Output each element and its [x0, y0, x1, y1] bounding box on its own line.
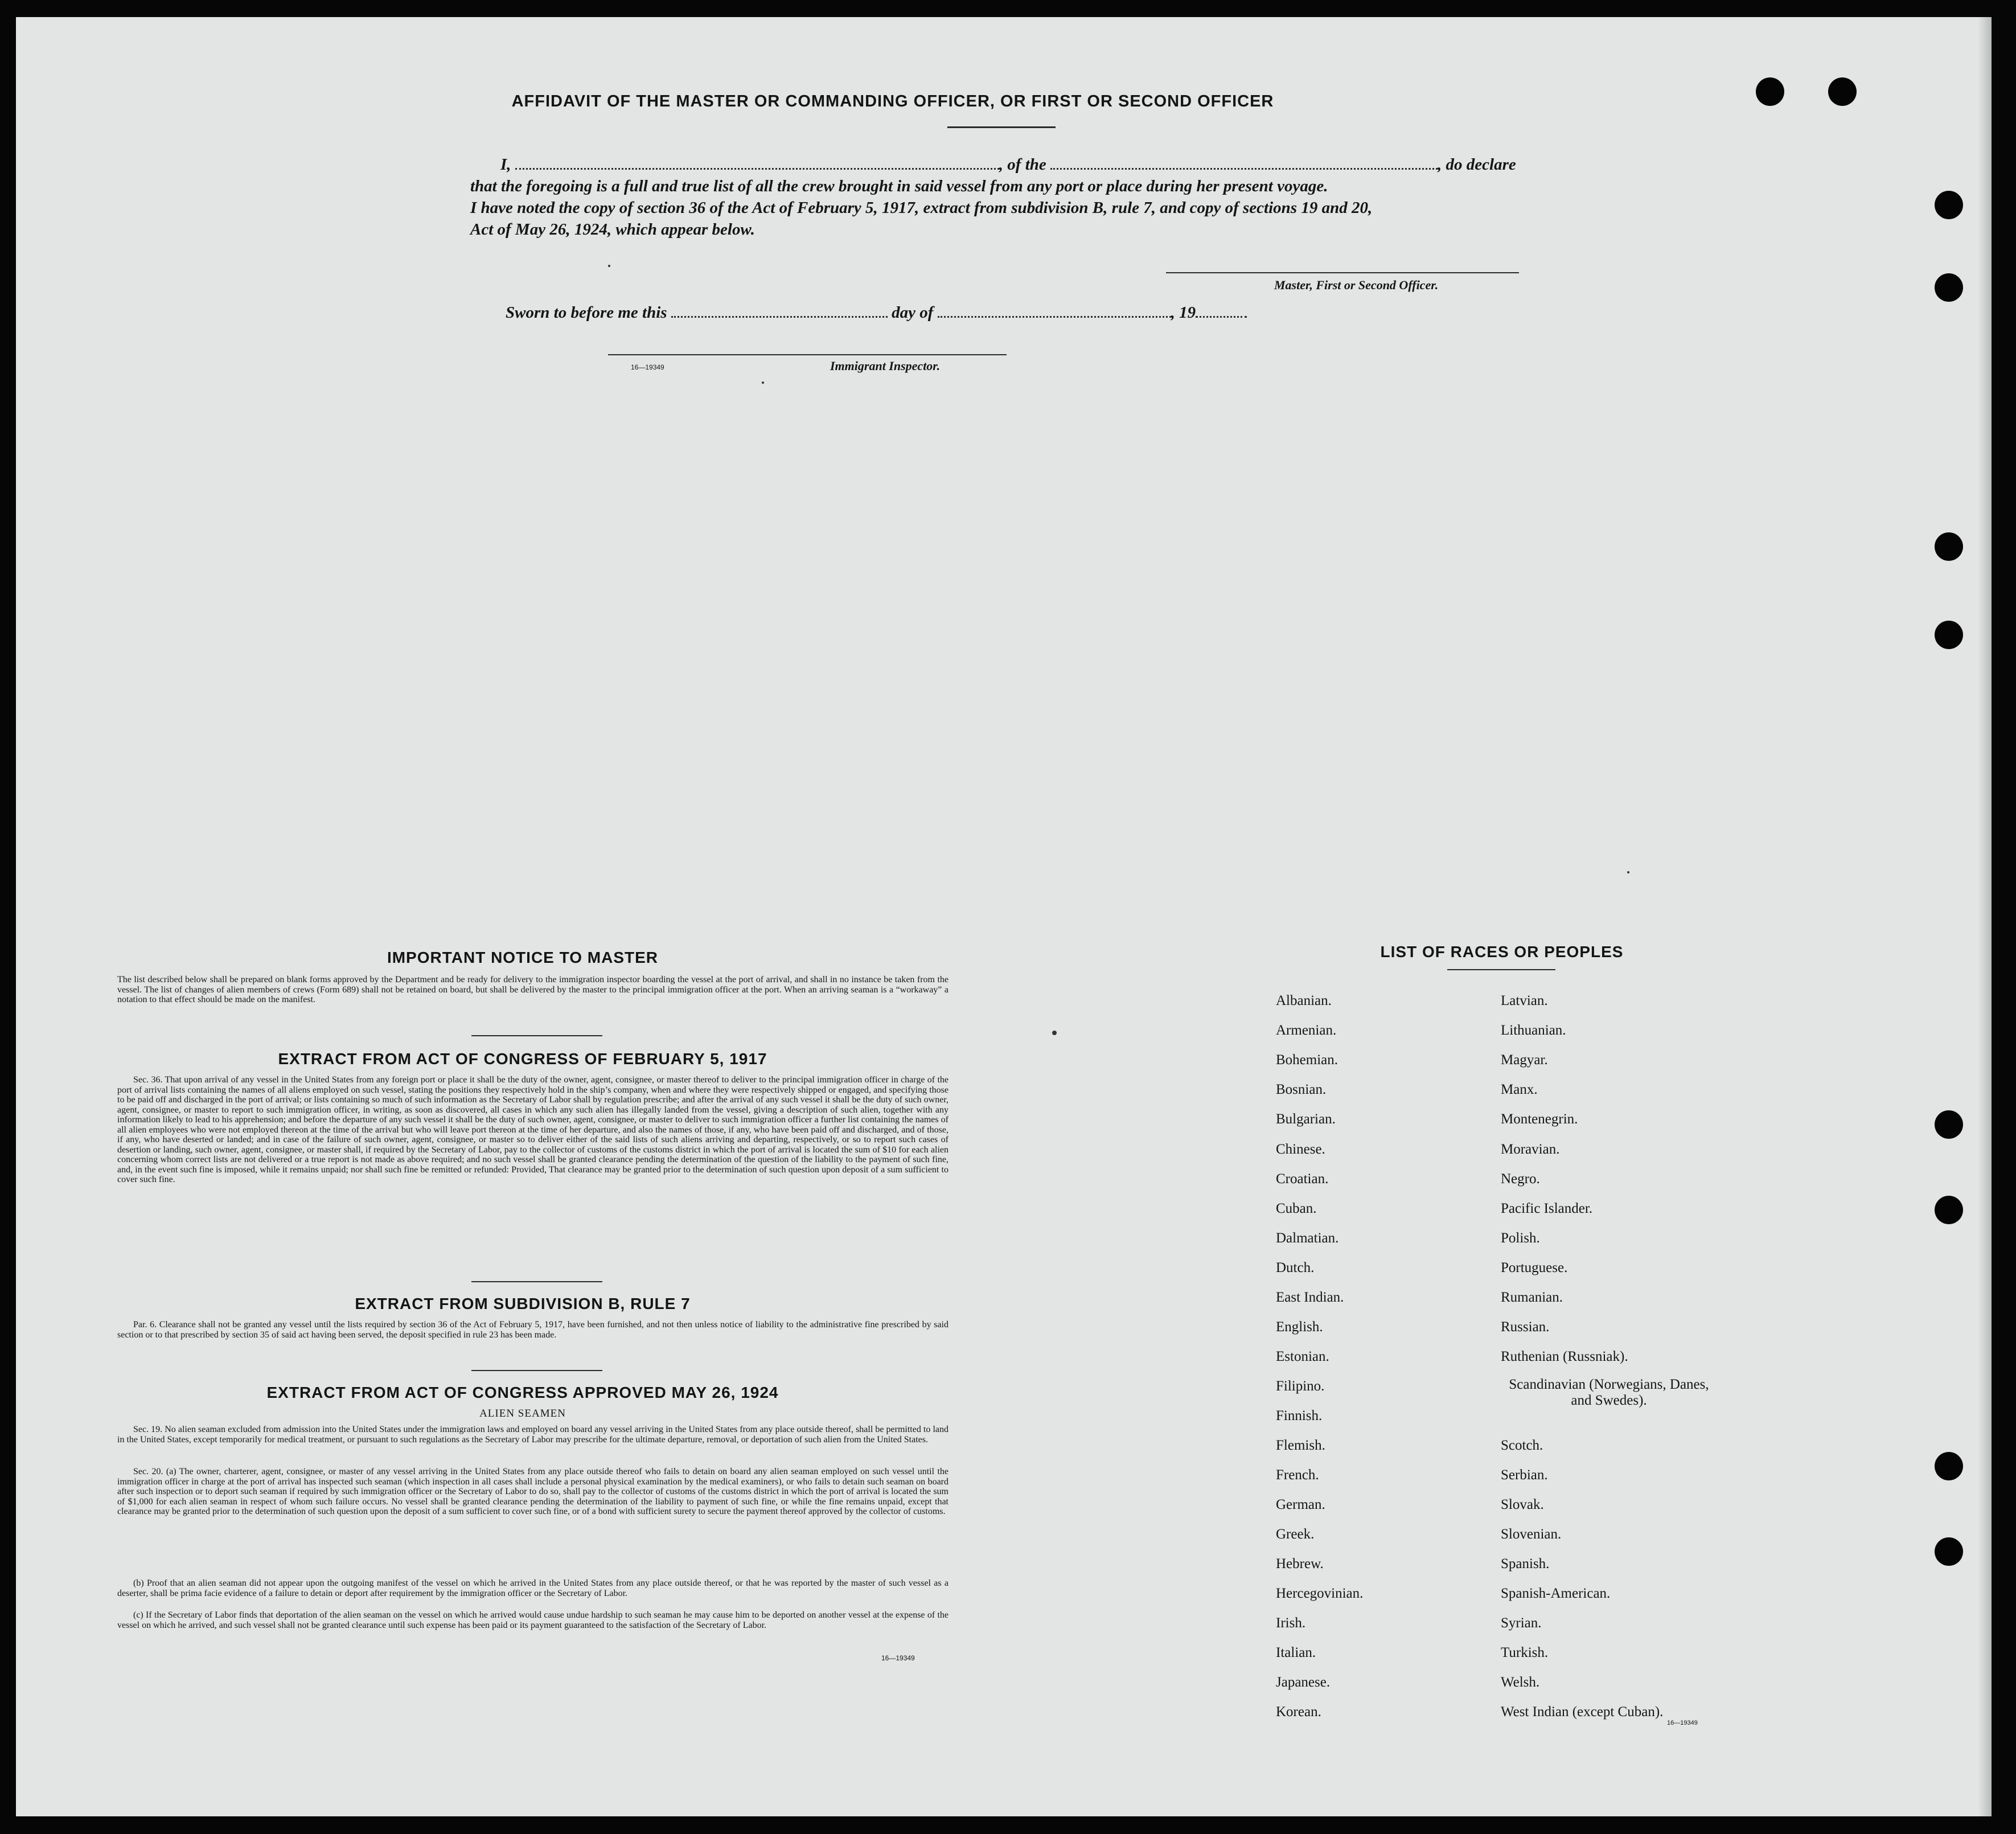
sworn-year-label: , 19: [1171, 303, 1196, 322]
punch-hole: [1935, 1110, 1963, 1139]
affidavit-line-3: I have noted the copy of section 36 of the Act of February 5, 1917, extract from subdivision B, rule 7, and copy of sections 19 and 20,: [470, 199, 1373, 217]
race-item: Estonian.: [1276, 1349, 1329, 1364]
punch-hole: [1935, 1537, 1963, 1566]
affidavit-line-4: Act of May 26, 1924, which appear below.: [470, 220, 755, 239]
race-item: Russian.: [1501, 1319, 1550, 1335]
sec-20c-body: (c) If the Secretary of Labor finds that deportation of the alien seaman on the vessel on which he arrived would cause undue hardship to such seaman he may cause him to be deported on another vessel at the expense of the vessel on which he arrived, and such vessel shall not be granted clearance until such expense has been paid or its payment guaranteed to the satisfaction of the Secretary of Labor.: [117, 1610, 949, 1630]
form-number: 16—19349: [631, 363, 664, 371]
race-item: Bohemian.: [1276, 1052, 1338, 1068]
punch-hole: [1935, 621, 1963, 649]
race-item: French.: [1276, 1467, 1319, 1483]
race-item: Chinese.: [1276, 1142, 1325, 1157]
race-item: Lithuanian.: [1501, 1023, 1566, 1038]
race-item: Korean.: [1276, 1704, 1321, 1720]
race-item: Magyar.: [1501, 1052, 1548, 1068]
race-item: Hercegovinian.: [1276, 1586, 1364, 1601]
punch-hole: [1756, 77, 1784, 106]
race-item: Scandinavian (Norwegians, Danes, and Swedes).: [1509, 1377, 1709, 1408]
affidavit-declare: , do declare: [1438, 155, 1516, 174]
subdivision-b-title: EXTRACT FROM SUBDIVISION B, RULE 7: [355, 1295, 691, 1312]
races-title: LIST OF RACES OR PEOPLES: [1380, 943, 1624, 961]
punch-hole: [1935, 1196, 1963, 1224]
speck: [762, 381, 764, 384]
affidavit-line-2: that the foregoing is a full and true list of all the crew brought in said vessel from any port or place during her present voyage.: [470, 177, 1328, 195]
inspector-signature-line[interactable]: [608, 354, 1007, 355]
race-item: Welsh.: [1501, 1675, 1540, 1690]
form-number: 16—19349: [881, 1654, 915, 1662]
race-item: Negro.: [1501, 1171, 1540, 1187]
race-item: Dalmatian.: [1276, 1230, 1339, 1246]
race-item: Greek.: [1276, 1527, 1315, 1542]
sworn-day-blank[interactable]: [671, 303, 888, 318]
sec-19-body: Sec. 19. No alien seaman excluded from admission into the United States under the immigration laws and employed on board any vessel arriving in the United States from any place outside thereof, shall be permitted to land in the United States, except temporarily for medical treatment, or pursuant to such regulations as the Secretary of Labor may prescribe for the ultimate departure, removal, or deportation of such alien from the United States.: [117, 1425, 949, 1445]
master-name-blank[interactable]: [515, 155, 999, 170]
punch-hole: [1828, 77, 1857, 106]
race-item: Slovenian.: [1501, 1527, 1562, 1542]
race-item: Scotch.: [1501, 1438, 1543, 1453]
sworn-line: [506, 302, 1247, 323]
affidavit-title: AFFIDAVIT OF THE MASTER OR COMMANDING OFFICER, OR FIRST OR SECOND OFFICER: [511, 92, 1274, 110]
title-divider: [947, 126, 1056, 128]
speck: [1052, 1031, 1057, 1035]
race-item: Slovak.: [1501, 1497, 1544, 1512]
race-item: Syrian.: [1501, 1615, 1542, 1631]
sworn-day-label: day of: [892, 303, 934, 322]
race-item: Polish.: [1501, 1230, 1540, 1246]
punch-hole: [1935, 273, 1963, 302]
sworn-year-blank[interactable]: [1196, 303, 1247, 318]
section-divider: [471, 1370, 602, 1371]
race-item: Finnish.: [1276, 1408, 1323, 1423]
race-item: English.: [1276, 1319, 1323, 1335]
race-item: Italian.: [1276, 1645, 1316, 1660]
document-page: [16, 17, 1992, 1816]
race-item: Manx.: [1501, 1082, 1538, 1097]
race-item: East Indian.: [1276, 1290, 1344, 1305]
page-edge-shadow: [1978, 17, 1992, 1816]
section-divider: [471, 1281, 602, 1282]
race-item: Spanish.: [1501, 1556, 1550, 1572]
race-item: Armenian.: [1276, 1023, 1337, 1038]
race-item: Bosnian.: [1276, 1082, 1327, 1097]
affidavit-line-1: [500, 154, 1516, 175]
speck: [1627, 871, 1629, 873]
subdivision-b-body: Par. 6. Clearance shall not be granted any vessel until the lists required by section 36 of the Act of February 5, 1917, have been furnished, and not then unless notice of liability to the administrative fine prescribed by said section or to that prescribed by section 35 of said act having been served, the deposit specified in rule 23 has been made.: [117, 1320, 949, 1340]
race-item: Albanian.: [1276, 993, 1332, 1008]
form-number: 16—19349: [1667, 1720, 1698, 1726]
race-item: German.: [1276, 1497, 1325, 1512]
race-item: Cuban.: [1276, 1201, 1317, 1216]
race-item: Flemish.: [1276, 1438, 1325, 1453]
race-item: Spanish-American.: [1501, 1586, 1611, 1601]
sec-20b-body: (b) Proof that an alien seaman did not appear upon the outgoing manifest of the vessel on which he arrived in the United States from any place outside thereof, or that he was reported by the master of such vessel as a deserter, shall be prima facie evidence of a failure to detain or deport after requirement by the immigration officer or the Secretary of Labor.: [117, 1578, 949, 1598]
affidavit-i: I,: [500, 155, 511, 174]
sworn-prefix: Sworn to before me this: [506, 303, 667, 322]
punch-hole: [1935, 532, 1963, 561]
affidavit-of-the: , of the: [999, 155, 1046, 174]
section-divider: [471, 1035, 602, 1036]
race-item: Latvian.: [1501, 993, 1548, 1008]
signature-line[interactable]: [1166, 272, 1519, 273]
race-item: Rumanian.: [1501, 1290, 1563, 1305]
race-item: Turkish.: [1501, 1645, 1549, 1660]
speck: [608, 265, 610, 267]
sworn-month-blank[interactable]: [938, 303, 1171, 318]
race-item: Ruthenian (Russniak).: [1501, 1349, 1628, 1364]
extract-1924-subtitle: ALIEN SEAMEN: [479, 1408, 566, 1419]
race-item: Serbian.: [1501, 1467, 1548, 1483]
punch-hole: [1935, 191, 1963, 219]
inspector-caption: Immigrant Inspector.: [830, 359, 941, 373]
notice-body: The list described below shall be prepared on blank forms approved by the Department and be ready for delivery to the immigration inspector boarding the vessel at the port of arrival, and shall in no instance be taken from the vessel. The list of changes of alien members of crews (Form 689) shall not be retained on board, but shall be delivered by the master to the principal immigration officer at the port. When an arriving seaman is a “workaway” a notation to that effect should be made on the manifest.: [117, 975, 949, 1004]
vessel-name-blank[interactable]: [1050, 155, 1438, 170]
race-item: Hebrew.: [1276, 1556, 1324, 1572]
signature-caption: Master, First or Second Officer.: [1274, 278, 1439, 292]
punch-hole: [1935, 1452, 1963, 1480]
sec-20a-body: Sec. 20. (a) The owner, charterer, agent, consignee, or master of any vessel arriving in the United States from any place outside thereof who fails to detain on board any alien seaman employed on such vessel until the immigration officer in charge at the port of arrival has inspected such seaman (which inspection in all cases shall include a personal physical examination by the medical examiners), or who fails to detain such seaman on board after such inspection or to deport such seaman if required by such immigration officer or the Secretary of Labor to do so, shall pay to the collector of customs of the customs district in which the port of arrival is located the sum of $1,000 for each alien seaman in respect of whom such failure occurs. No vessel shall be granted clearance pending the determination of the liability to payment of such fine, or while the fine remains unpaid, except that clearance may be granted prior to the determination of such question upon the deposit of a sum sufficient to cover such fine, or of a bond with sufficient surety to secure the payment thereof approved by the collector of customs.: [117, 1467, 949, 1516]
race-item: Bulgarian.: [1276, 1111, 1336, 1127]
race-item: Dutch.: [1276, 1260, 1315, 1275]
race-item: Pacific Islander.: [1501, 1201, 1593, 1216]
extract-1917-body: Sec. 36. That upon arrival of any vessel in the United States from any foreign port or place it shall be the duty of the owner, agent, consignee, or master thereof to deliver to the principal immigration officer in charge of the port of arrival lists containing the names of all aliens employed on such vessel, stating the positions they respectively hold in the ship’s company, when and where they were respectively shipped or engaged, and specifying those to be paid off and discharged in the port of arrival; or lists containing so much of such information as the Secretary of Labor shall by regulation prescribe; and after the arrival of any such vessel it shall be the duty of such owner, agent, consignee, or master to report to such immigration officer, in writing, as soon as discovered, all cases in which any such alien has illegally landed from the vessel, giving a description of such alien, together with any information likely to lead to his apprehension; and before the departure of any such vessel it shall be the duty of such owner, agent, consignee, or master to deliver to such immigration officer a further list containing the names of all alien employees who were not employed thereon at the time of the arrival but who will leave port thereon at the time of her departure, and also the names of those, if any, who have been paid off and discharged, and of those, if any, who have deserted or landed; and in case of the failure of such owner, agent, consignee, or master so to deliver either of the said lists of such aliens arriving and departing, respectively, or so to report such cases of desertion or landing, such owner, agent, consignee, or master shall, if required by the Secretary of Labor, pay to the collector of customs of the customs district in which the port of arrival is located the sum of $10 for each alien concerning whom correct lists are not delivered or a true report is not made as above required; and no such vessel shall be granted clearance pending the determination of the question of the liability to the payment of such fine, and, in the event such fine is imposed, while it remains unpaid; nor shall such fine be remitted or refunded: Provided, That clearance may be granted prior to the determination of such question upon deposit of a sum sufficient to cover such fine.: [117, 1075, 949, 1184]
race-item: Filipino.: [1276, 1378, 1325, 1394]
notice-title: IMPORTANT NOTICE TO MASTER: [387, 949, 659, 966]
race-item: Croatian.: [1276, 1171, 1329, 1187]
extract-1924-title: EXTRACT FROM ACT OF CONGRESS APPROVED MAY 26, 1924: [266, 1384, 779, 1401]
race-item: Montenegrin.: [1501, 1111, 1578, 1127]
extract-1917-title: EXTRACT FROM ACT OF CONGRESS OF FEBRUARY 5, 1917: [278, 1050, 767, 1068]
race-item: West Indian (except Cuban).: [1501, 1704, 1664, 1720]
race-item: Irish.: [1276, 1615, 1306, 1631]
race-item: Portuguese.: [1501, 1260, 1568, 1275]
race-item: Japanese.: [1276, 1675, 1331, 1690]
races-divider: [1447, 969, 1555, 970]
race-item: Moravian.: [1501, 1142, 1560, 1157]
